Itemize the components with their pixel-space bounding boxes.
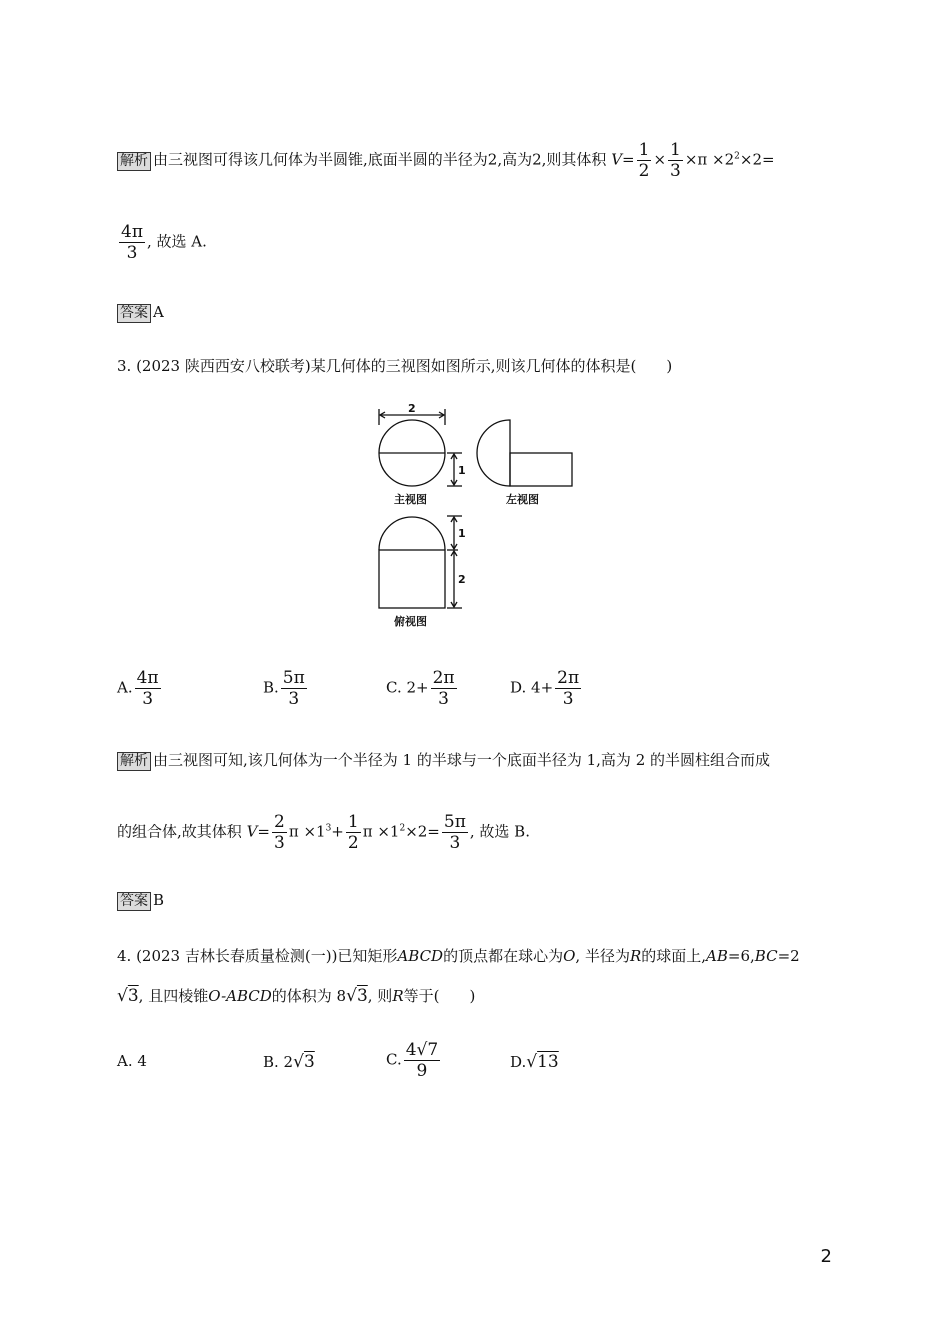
- dim-label-top: 2: [408, 402, 416, 415]
- top-view-semicircle: [379, 517, 445, 550]
- numerator: 4π: [136, 668, 159, 688]
- analysis-line-2: [117, 222, 207, 263]
- q4-text: =6,: [727, 947, 755, 965]
- question-3-stem: 3. (2023 陕西西安八校联考)某几何体的三视图如图所示,则该几何体的体积是( ): [117, 357, 673, 375]
- exponent: 2: [399, 823, 406, 834]
- numerator: 1: [638, 140, 650, 160]
- analysis-text: 由三视图可得该几何体为半圆锥,底面半圆的半径为2,高为2,则其体积: [153, 150, 607, 169]
- q4-text: , 半径为: [575, 947, 630, 965]
- top-view-rectangle: [379, 550, 445, 608]
- answer-line-1: [117, 302, 164, 323]
- q4-var: BC: [754, 947, 778, 965]
- q4-option-c[interactable]: [386, 1040, 442, 1081]
- q3-analysis-line-2: [117, 812, 530, 853]
- question-4-line-2: [117, 986, 475, 1006]
- numerator: 5π: [282, 668, 305, 688]
- question-4-line-1: [117, 946, 800, 966]
- formula-part: ×2=: [405, 822, 440, 841]
- side-view-half-circle: [477, 420, 510, 486]
- analysis-text: 由三视图可知,该几何体为一个半径为 1 的半球与一个底面半径为 1,高为 2 的半圆柱组合而成: [153, 751, 771, 769]
- fraction-5pi-over-3: [442, 812, 468, 853]
- q4-text: =2: [777, 947, 800, 965]
- exponent: 2: [734, 151, 740, 162]
- numerator: 2π: [557, 668, 580, 688]
- denominator: 3: [142, 689, 154, 709]
- fraction-4pi-over-3: [119, 222, 145, 263]
- numerator: 2: [273, 812, 285, 832]
- sqrt-13: √13: [526, 1052, 559, 1072]
- option-d-fraction: [555, 668, 581, 709]
- radicand: 3: [127, 986, 139, 1006]
- three-view-figure: [370, 395, 590, 635]
- q4-var: O-ABCD: [208, 987, 272, 1005]
- answer-tag: 答案: [117, 304, 151, 323]
- q4-option-b[interactable]: [263, 1052, 315, 1072]
- q4-option-d[interactable]: [510, 1052, 559, 1072]
- option-a[interactable]: [117, 668, 163, 709]
- option-a-fraction: [135, 668, 161, 709]
- exponent: 3: [325, 823, 332, 834]
- numerator: 1: [347, 812, 359, 832]
- dim-label-front: 1: [458, 464, 466, 477]
- sqrt-3: √3: [117, 986, 139, 1006]
- option-c[interactable]: [386, 668, 459, 709]
- label-top-view: 俯视图: [394, 615, 427, 628]
- formula-part: π ×1: [362, 822, 400, 841]
- fraction-two-thirds: [272, 812, 287, 853]
- q4-text: 4. (2023 吉林长春质量检测(一))已知矩形: [117, 947, 398, 965]
- option-c-fraction: [431, 668, 457, 709]
- denominator: 3: [562, 689, 574, 709]
- q4-option-a-text: A. 4: [117, 1052, 147, 1070]
- denominator: 3: [273, 833, 285, 853]
- side-view-rectangle: [510, 453, 572, 486]
- option-b-label: B.: [263, 678, 279, 697]
- q4-text: 的顶点都在球心为: [443, 947, 564, 965]
- plus-sign: +: [331, 822, 344, 841]
- answer-value: A: [153, 303, 164, 321]
- denominator: 3: [670, 161, 681, 181]
- radicand: 7: [427, 1040, 439, 1060]
- q4-option-a[interactable]: [117, 1052, 147, 1070]
- radicand: 3: [303, 1052, 315, 1072]
- volume-symbol: V: [611, 150, 623, 169]
- answer-tag: 答案: [117, 892, 151, 911]
- radicand: 3: [356, 986, 368, 1006]
- numerator: 2π: [432, 668, 455, 688]
- q4-text: , 且四棱锥: [138, 987, 209, 1005]
- page-number: 2: [820, 1246, 832, 1267]
- equals-sign: =: [622, 150, 635, 169]
- denominator: 2: [638, 161, 650, 181]
- denominator: 3: [126, 243, 138, 263]
- numerator: 5π: [443, 812, 466, 832]
- numerator: 4√7: [405, 1040, 439, 1060]
- fraction-one-third: [668, 140, 683, 181]
- denominator: 9: [416, 1061, 428, 1081]
- volume-symbol: V: [246, 822, 258, 841]
- q4-var: R: [629, 947, 642, 965]
- q4-var: AB: [706, 947, 728, 965]
- conclusion-text: , 故选 A.: [147, 232, 207, 251]
- coefficient: 4: [405, 1040, 417, 1060]
- q3-analysis-line-1: [117, 750, 770, 771]
- formula-tail: ×2=: [739, 150, 775, 169]
- conclusion-text: , 故选 B.: [469, 822, 530, 841]
- analysis-line-1: [117, 140, 775, 181]
- label-side-view: 左视图: [506, 493, 539, 506]
- equals-sign: =: [257, 822, 270, 841]
- q4-var: O: [563, 947, 576, 965]
- numerator: 1: [670, 140, 681, 160]
- option-c-label: C. 2+: [386, 678, 429, 697]
- analysis-text: 的组合体,故其体积: [117, 822, 242, 841]
- q4-text: , 则: [367, 987, 393, 1005]
- option-a-label: A.: [117, 678, 133, 697]
- answer-value: B: [153, 891, 165, 909]
- option-d[interactable]: [510, 668, 583, 709]
- denominator: 2: [347, 833, 359, 853]
- times-sign: ×: [653, 150, 667, 169]
- q4-var: ABCD: [397, 947, 444, 965]
- dim-label-top-view-2: 2: [458, 573, 466, 586]
- option-b[interactable]: [263, 668, 309, 709]
- denominator: 3: [288, 689, 300, 709]
- fraction-one-half: [346, 812, 361, 853]
- denominator: 3: [449, 833, 461, 853]
- q4-var: R: [392, 987, 404, 1005]
- option-b-fraction: [281, 668, 307, 709]
- q4-text: 的球面上,: [641, 947, 707, 965]
- q4-option-c-fraction: [404, 1040, 441, 1081]
- q4-option-d-label: D.: [510, 1053, 527, 1071]
- dim-label-top-view-1: 1: [458, 527, 466, 540]
- analysis-tag: 解析: [117, 752, 151, 771]
- fraction-one-half: [637, 140, 652, 181]
- q4-text: 的体积为 8: [271, 987, 347, 1005]
- sqrt-3: √3: [293, 1052, 315, 1072]
- formula-middle: ×π ×2: [684, 150, 735, 169]
- q4-option-b-label: B. 2: [263, 1053, 294, 1071]
- numerator: 4π: [121, 222, 143, 242]
- q4-text: 等于( ): [403, 987, 476, 1005]
- analysis-tag: 解析: [117, 152, 151, 171]
- option-d-label: D. 4+: [510, 678, 554, 697]
- label-front-view: 主视图: [394, 493, 427, 506]
- radicand: 13: [537, 1052, 559, 1072]
- denominator: 3: [438, 689, 449, 709]
- sqrt-3: √3: [346, 986, 368, 1006]
- q4-option-c-label: C.: [386, 1050, 402, 1069]
- formula-part: π ×1: [288, 822, 326, 841]
- q3-answer-line: [117, 890, 164, 911]
